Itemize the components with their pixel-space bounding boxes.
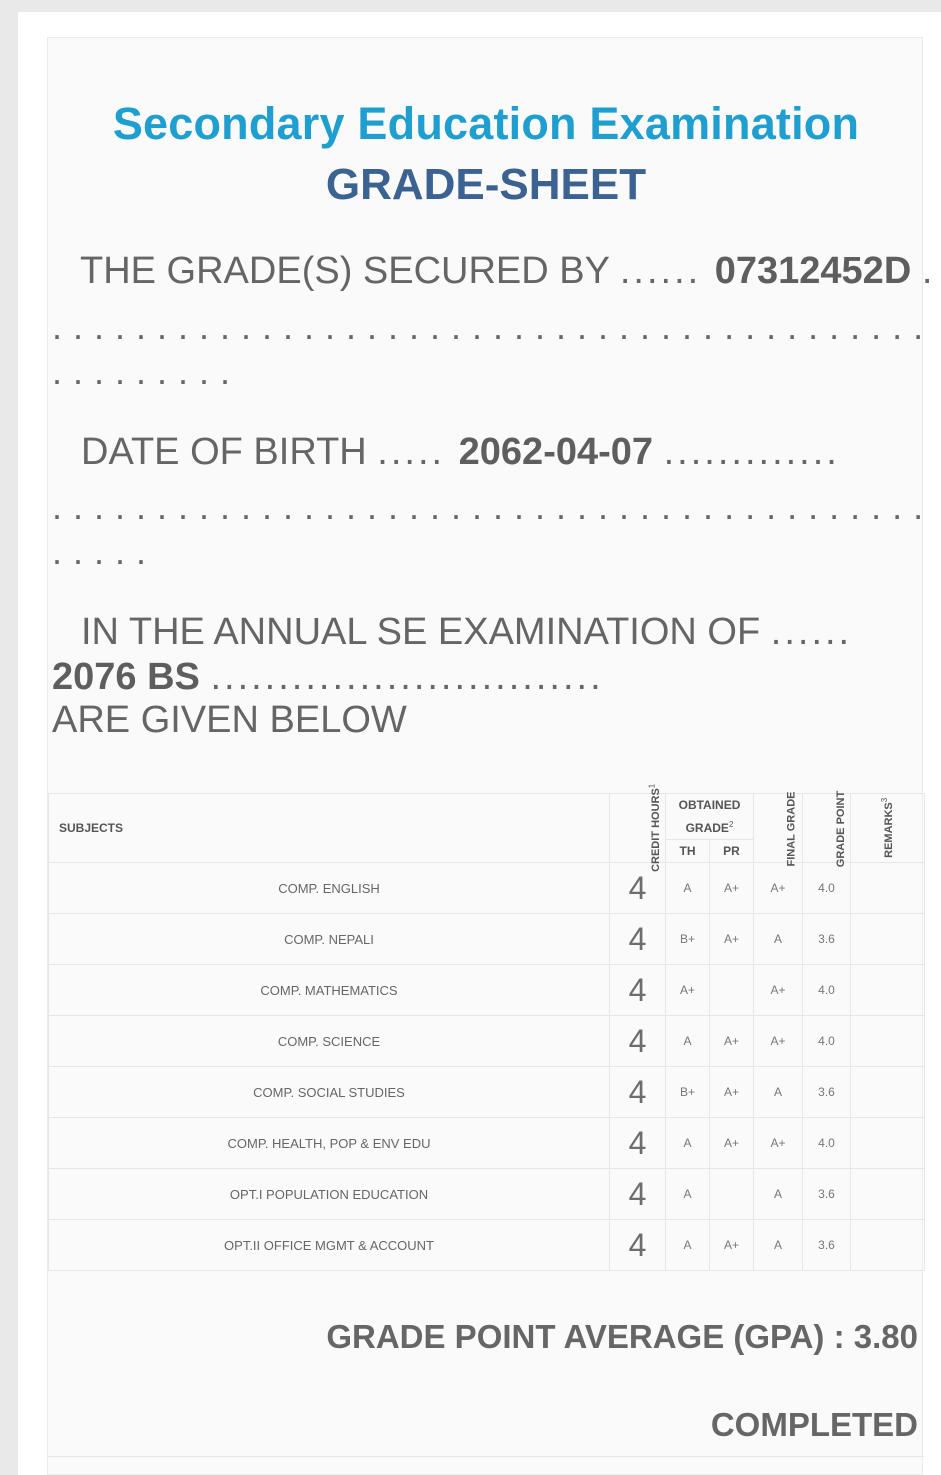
theory-grade-cell: B+ — [666, 1067, 710, 1118]
grade-point-cell: 3.6 — [803, 1220, 851, 1271]
dob-label: DATE OF BIRTH — [81, 431, 367, 473]
credit-hours-cell: 4 — [610, 1016, 666, 1067]
final-grade-cell: A — [754, 1169, 803, 1220]
subject-cell: COMP. HEALTH, POP & ENV EDU — [49, 1118, 610, 1169]
obtained-grade-header: OBTAINED GRADE$^2$ — [666, 794, 754, 840]
grade-point-cell: 4.0 — [803, 863, 851, 914]
table-row — [49, 1016, 925, 1067]
dot-leader: ............................. — [210, 656, 604, 698]
practical-grade-cell — [710, 965, 754, 1016]
subject-cell: COMP. NEPALI — [49, 914, 610, 965]
remarks-cell — [851, 863, 925, 914]
grade-sheet-heading: GRADE-SHEET — [325, 160, 647, 209]
dot-leader-row: ......... — [52, 351, 242, 392]
practical-grade-cell: A+ — [710, 1016, 754, 1067]
dot-leader: ............. — [663, 431, 840, 473]
final-grade-cell: A — [754, 914, 803, 965]
dot-leader-row: .......................................... — [52, 306, 935, 347]
practical-header: PR — [710, 840, 754, 863]
sheet-page — [18, 12, 941, 1475]
credit-hours-header: CREDIT HOURS$^1$ — [610, 794, 666, 863]
credit-hours-cell: 4 — [610, 965, 666, 1016]
theory-grade-cell: A — [666, 1016, 710, 1067]
theory-grade-cell: A — [666, 1220, 710, 1271]
remarks-header: REMARKS$^3$ — [851, 794, 925, 863]
remarks-cell — [851, 1220, 925, 1271]
remarks-cell — [851, 965, 925, 1016]
dob-line — [81, 431, 840, 474]
grade-point-header: GRADE POINT — [803, 794, 851, 863]
credit-hours-cell: 4 — [610, 1118, 666, 1169]
dot-leader: ...... — [770, 611, 853, 653]
grade-point-cell: 3.6 — [803, 1169, 851, 1220]
dot-leader-row: .......................................... — [52, 486, 935, 527]
table-row — [49, 1220, 925, 1271]
credit-hours-cell: 4 — [610, 1169, 666, 1220]
practical-grade-cell: A+ — [710, 1067, 754, 1118]
final-grade-cell: A+ — [754, 1016, 803, 1067]
practical-grade-cell: A+ — [710, 914, 754, 965]
final-grade-header: FINAL GRADE — [754, 794, 803, 863]
subject-cell: OPT.I POPULATION EDUCATION — [49, 1169, 610, 1220]
theory-grade-cell: A+ — [666, 965, 710, 1016]
remarks-cell — [851, 1118, 925, 1169]
subject-cell: COMP. SOCIAL STUDIES — [49, 1067, 610, 1118]
table-row — [49, 965, 925, 1016]
exam-label: IN THE ANNUAL SE EXAMINATION OF — [81, 611, 761, 653]
table-row — [49, 914, 925, 965]
practical-grade-cell: A+ — [710, 863, 754, 914]
exam-year-line — [52, 656, 604, 699]
symbol-number: 07312452D — [714, 250, 912, 292]
divider — [48, 1456, 924, 1457]
gpa-label: GRADE POINT AVERAGE (GPA) : — [326, 1318, 845, 1355]
credit-hours-cell: 4 — [610, 1067, 666, 1118]
exam-line — [81, 611, 852, 654]
table-row — [49, 863, 925, 914]
credit-hours-cell: 4 — [610, 1220, 666, 1271]
exam-title: Secondary Education Examination — [112, 98, 860, 149]
credit-hours-cell: 4 — [610, 914, 666, 965]
practical-grade-cell: A+ — [710, 1118, 754, 1169]
remarks-cell — [851, 1169, 925, 1220]
secured-by-line — [80, 250, 935, 293]
gpa-line — [326, 1318, 918, 1356]
result-status: COMPLETED — [710, 1406, 918, 1443]
gpa-value: 3.80 — [853, 1318, 918, 1355]
grades-table — [48, 783, 925, 1271]
final-grade-cell: A — [754, 1067, 803, 1118]
final-grade-cell: A+ — [754, 965, 803, 1016]
subject-cell: COMP. MATHEMATICS — [49, 965, 610, 1016]
theory-grade-cell: A — [666, 1169, 710, 1220]
final-grade-cell: A+ — [754, 1118, 803, 1169]
dot-leader-row: ..... — [52, 531, 158, 572]
dot-leader: ...... — [619, 250, 715, 292]
dot-leader: ..... — [377, 431, 459, 473]
practical-grade-cell: A+ — [710, 1220, 754, 1271]
remarks-cell — [851, 1067, 925, 1118]
dob-value: 2062-04-07 — [458, 431, 654, 473]
final-grade-cell: A — [754, 1220, 803, 1271]
theory-header: TH — [666, 840, 710, 863]
grade-point-cell: 3.6 — [803, 1067, 851, 1118]
exam-year: 2076 BS — [52, 656, 200, 698]
grade-point-cell: 4.0 — [803, 1118, 851, 1169]
credit-hours-cell: 4 — [610, 863, 666, 914]
subjects-header: SUBJECTS — [49, 794, 610, 863]
table-row — [49, 1118, 925, 1169]
secured-by-label: THE GRADE(S) SECURED BY — [80, 250, 610, 292]
theory-grade-cell: A — [666, 1118, 710, 1169]
remarks-cell — [851, 914, 925, 965]
practical-grade-cell — [710, 1169, 754, 1220]
theory-grade-cell: A — [666, 863, 710, 914]
grade-point-cell: 4.0 — [803, 965, 851, 1016]
final-grade-cell: A+ — [754, 863, 803, 914]
subject-cell: COMP. SCIENCE — [49, 1016, 610, 1067]
grade-point-cell: 3.6 — [803, 914, 851, 965]
table-row — [49, 1169, 925, 1220]
given-below-text: ARE GIVEN BELOW — [52, 699, 407, 741]
grade-sheet-card — [47, 37, 936, 1475]
subject-cell: COMP. ENGLISH — [49, 863, 610, 914]
theory-grade-cell: B+ — [666, 914, 710, 965]
grade-point-cell: 4.0 — [803, 1016, 851, 1067]
subject-cell: OPT.II OFFICE MGMT & ACCOUNT — [49, 1220, 610, 1271]
table-row — [49, 1067, 925, 1118]
remarks-cell — [851, 1016, 925, 1067]
dot-leader: . — [921, 250, 936, 292]
